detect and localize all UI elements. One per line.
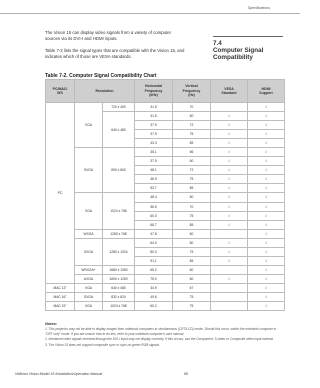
section-heading [213,36,283,61]
resolution-cell: 1280 x 768 [103,229,135,238]
hdmi-check-cell: √ [248,175,285,184]
hdmi-check-cell: √ [248,220,285,229]
horizontal-frequency-cell: 48.4 [135,193,173,202]
vesa-check-cell: √ [211,211,248,220]
vesa-check-cell: √ [211,166,248,175]
resolution-cell: 1024 x 768 [103,302,135,311]
table-row [46,148,285,157]
vesa-check-cell: √ [211,193,248,202]
notes-heading: Notes: [45,321,58,326]
hdmi-check-cell: √ [248,247,285,256]
vesa-check-cell: √ [211,184,248,193]
standard-cell: VGA [75,283,103,292]
section-number: 7.4 [213,40,222,47]
table-row [46,302,285,311]
vertical-frequency-cell: 60 [173,265,211,274]
vertical-frequency-cell: 72 [173,166,211,175]
hdmi-check-cell: √ [248,202,285,211]
hdmi-check-cell: √ [248,193,285,202]
note-item: 2. Interlaced video signals received through the DVI-I input may not display correctly. If this occurs, use the Component, S-video or Composite video input instead. [45,337,274,342]
table-row [46,229,285,238]
vertical-frequency-cell: 60 [173,238,211,247]
horizontal-frequency-cell: 48.1 [135,166,173,175]
vertical-frequency-cell: 85 [173,220,211,229]
vertical-frequency-cell: 60 [173,157,211,166]
header-pc-mac-ws: PC/MAC/ WS [46,80,75,103]
standard-cell: WXGA [75,229,103,238]
vesa-check-cell: √ [211,274,248,283]
hdmi-check-cell: √ [248,112,285,121]
horizontal-frequency-cell: 35.1 [135,148,173,157]
vesa-check-cell: √ [211,121,248,130]
standard-cell: SXGA [75,238,103,265]
horizontal-frequency-cell: 68.7 [135,220,173,229]
standard-cell: VGA [75,103,103,148]
hdmi-check-cell: √ [248,130,285,139]
header-vertical-frequency: Vertical Frequency (Hz) [173,80,211,103]
header-hdmi-support: HDMI Support [248,80,285,103]
hdmi-check-cell: √ [248,292,285,301]
hdmi-check-cell: √ [248,139,285,148]
header-resolution: Resolution [75,80,135,103]
section-title-line-1: Computer Signal [213,47,264,54]
vesa-check-cell: √ [211,202,248,211]
vesa-check-cell: √ [211,157,248,166]
vertical-frequency-cell: 75 [173,130,211,139]
horizontal-frequency-cell: 43.3 [135,139,173,148]
footer-manual-title: Vidikron Vision Model 15 Installation/Operation Manual [15,372,103,376]
section-title-line-2: Compatibility [213,54,253,61]
vesa-check-cell: √ [211,256,248,265]
horizontal-frequency-cell: 91.1 [135,256,173,265]
hdmi-check-cell: √ [248,211,285,220]
vesa-check-cell: √ [211,175,248,184]
horizontal-frequency-cell: 31.5 [135,112,173,121]
table-caption: Table 7-2. Computer Signal Compatibility Chart [45,73,157,79]
vertical-frequency-cell: 60 [173,112,211,121]
resolution-cell: 800 x 600 [103,148,135,193]
resolution-cell: 832 x 624 [103,292,135,301]
mac-model-cell: MAC 13" [46,283,75,292]
intro-paragraph-2: Table 7-2 lists the signal types that are compatible with the Vision 15, and indicates which of those are VESA standards. [45,48,185,59]
resolution-cell: 1024 x 768 [103,193,135,229]
vertical-frequency-cell: 60 [173,274,211,283]
hdmi-check-cell: √ [248,238,285,247]
table-row [46,283,285,292]
vesa-check-cell: √ [211,148,248,157]
horizontal-frequency-cell: 75.0 [135,274,173,283]
resolution-cell: 640 x 480 [103,112,135,148]
note-item: 3. The Vision 15 does not support composite sync or sync-on-green RGB signals. [45,342,160,347]
vertical-frequency-cell: 72 [173,121,211,130]
standard-cell: WSXGA+ [75,265,103,274]
standard-cell: XGA [75,193,103,229]
standard-cell: SVGA [75,292,103,301]
mac-model-cell: MAC 19" [46,302,75,311]
horizontal-frequency-cell: 64.0 [135,238,173,247]
standard-cell: UXGA [75,274,103,283]
hdmi-check-cell: √ [248,274,285,283]
horizontal-frequency-cell: 37.9 [135,157,173,166]
vertical-frequency-cell: 75 [173,302,211,311]
vertical-frequency-cell: 56 [173,148,211,157]
vesa-check-cell [211,292,248,301]
vertical-frequency-cell: 70 [173,202,211,211]
vertical-frequency-cell: 60 [173,193,211,202]
horizontal-frequency-cell: 53.7 [135,184,173,193]
page-header-section: Specifications [247,6,270,10]
group-label-pc: PC [46,103,75,284]
horizontal-frequency-cell: 46.9 [135,175,173,184]
horizontal-frequency-cell: 31.5 [135,103,173,112]
vertical-frequency-cell: 67 [173,283,211,292]
hdmi-check-cell: √ [248,103,285,112]
vertical-frequency-cell: 85 [173,139,211,148]
horizontal-frequency-cell: 47.8 [135,229,173,238]
vertical-frequency-cell: 75 [173,211,211,220]
resolution-cell: 1680 x 1050 [103,265,135,274]
notes-list [45,327,281,348]
hdmi-check-cell: √ [248,184,285,193]
mac-model-cell: MAC 16" [46,292,75,301]
vesa-check-cell: √ [211,220,248,229]
vesa-check-cell: √ [211,247,248,256]
hdmi-check-cell: √ [248,229,285,238]
table-row [46,265,285,274]
hdmi-check-cell: √ [248,265,285,274]
standard-cell: SVGA [75,148,103,193]
vesa-check-cell: √ [211,139,248,148]
resolution-cell: 720 x 400 [103,103,135,112]
vertical-frequency-cell: 85 [173,256,211,265]
vertical-frequency-cell: 75 [173,175,211,184]
vesa-check-cell [211,302,248,311]
hdmi-check-cell: √ [248,157,285,166]
vesa-check-cell [211,229,248,238]
signal-compatibility-table [45,79,285,311]
horizontal-frequency-cell: 37.5 [135,130,173,139]
vertical-frequency-cell: 60 [173,229,211,238]
intro-paragraph-1: The Vision 15 can display video signals from a variety of computer sources via its DVI-I and HDMI inputs. [45,30,172,41]
table-row [46,292,285,301]
footer-page-number: 65 [184,372,188,376]
hdmi-check-cell: √ [248,121,285,130]
horizontal-frequency-cell: 80.0 [135,247,173,256]
horizontal-frequency-cell: 60.0 [135,211,173,220]
horizontal-frequency-cell: 56.5 [135,202,173,211]
table-header-row [46,80,285,103]
table-row [46,274,285,283]
vesa-check-cell: √ [211,238,248,247]
horizontal-frequency-cell: 49.6 [135,292,173,301]
vertical-frequency-cell: 70 [173,103,211,112]
hdmi-check-cell: √ [248,256,285,265]
horizontal-frequency-cell: 60.2 [135,302,173,311]
hdmi-check-cell: √ [248,148,285,157]
vertical-frequency-cell: 75 [173,247,211,256]
vesa-check-cell [211,283,248,292]
hdmi-check-cell: √ [248,283,285,292]
table-row [46,193,285,202]
vesa-check-cell: √ [211,130,248,139]
horizontal-frequency-cell: 37.9 [135,121,173,130]
resolution-cell: 640 x 480 [103,283,135,292]
horizontal-frequency-cell: 34.9 [135,283,173,292]
standard-cell: XGA [75,302,103,311]
header-rule [0,13,300,14]
hdmi-check-cell: √ [248,166,285,175]
note-item: 1. This projector may not be able to display images from notebook computers in simultaneous (CRT/LCD) mode. Should this occur, switch the notebook computer to "CRT only" mode. If you are unsure how to do this, refer to your notebook computer's user manual. [45,327,277,336]
resolution-cell: 1600 x 1200 [103,274,135,283]
vesa-check-cell [211,103,248,112]
vertical-frequency-cell: 85 [173,184,211,193]
hdmi-check-cell: √ [248,302,285,311]
vesa-check-cell [211,265,248,274]
header-vesa-standard: VESA Standard [211,80,248,103]
vesa-check-cell: √ [211,112,248,121]
table-row [46,103,285,112]
horizontal-frequency-cell: 65.2 [135,265,173,274]
table-row [46,238,285,247]
resolution-cell: 1280 x 1024 [103,238,135,265]
vertical-frequency-cell: 75 [173,292,211,301]
header-horizontal-frequency: Horizontal Frequency (kHz) [135,80,173,103]
